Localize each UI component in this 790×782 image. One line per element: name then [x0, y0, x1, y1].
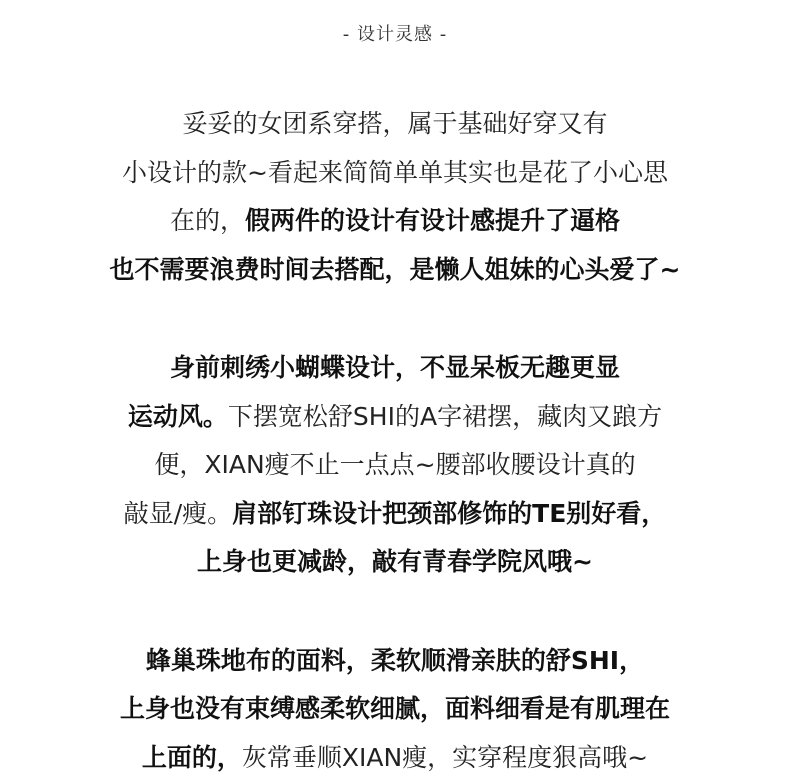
text-segment-bold: 上身也没有束缚感柔软细腻，面料细看是有肌理在 [120, 694, 670, 723]
paragraph-fabric [15, 637, 775, 782]
text-line [15, 246, 775, 295]
text-segment-bold: 假两件的设计有设计感提升了逼格 [245, 206, 620, 235]
text-segment: 灰常垂顺XIAN瘦，实穿程度狠高哦~ [242, 743, 648, 772]
text-line [15, 490, 775, 539]
text-segment-bold: 运动风。 [128, 402, 228, 431]
text-segment: 下摆宽松舒SHI的A字裙摆，藏肉又踉方 [228, 402, 662, 431]
text-line [15, 149, 775, 198]
text-line [15, 538, 775, 587]
text-segment: 便，XIAN瘦不止一点点~腰部收腰设计真的 [154, 450, 635, 479]
text-segment: 在的， [170, 206, 245, 235]
text-segment-bold: 肩部钉珠设计把颈部修饰的TE别好看， [232, 499, 666, 528]
text-segment-bold: 身前刺绣小蝴蝶设计，不显呆板无趣更显 [170, 353, 620, 382]
text-line [15, 100, 775, 149]
text-line [15, 344, 775, 393]
text-segment: 小设计的款~看起来简简单单其实也是花了小心思 [122, 158, 668, 187]
text-segment: 妥妥的女团系穿搭，属于基础好穿又有 [182, 109, 607, 138]
text-segment: 敲显/瘦。 [124, 499, 232, 528]
text-line [15, 393, 775, 442]
text-line [15, 637, 775, 686]
text-line [15, 685, 775, 734]
text-segment-bold: 上身也更减龄，敲有青春学院风哦~ [197, 547, 593, 576]
text-segment-bold: 蜂巢珠地布的面料，柔软顺滑亲肤的舒SHI， [146, 646, 644, 675]
text-segment-bold: 上面的， [142, 743, 242, 772]
paragraph-design-details [15, 344, 775, 587]
text-line [15, 197, 775, 246]
text-line [15, 734, 775, 782]
text-line [15, 441, 775, 490]
paragraph-style-intro [15, 100, 775, 294]
text-segment-bold: 也不需要浪费时间去搭配，是懒人姐妹的心头爱了~ [110, 255, 681, 284]
section-header: - 设计灵感 - [0, 22, 790, 48]
